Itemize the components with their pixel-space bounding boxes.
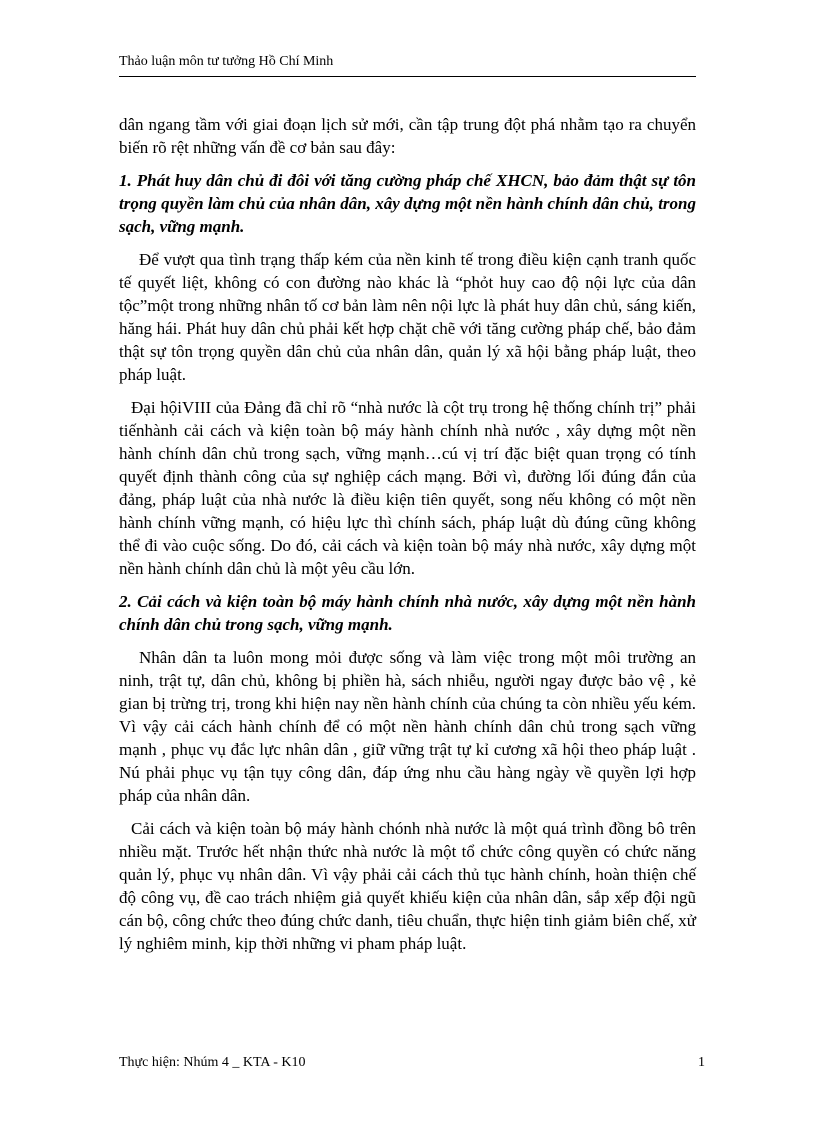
paragraph-people: Nhân dân ta luôn mong mỏi được sống và làm việc trong một môi trường an ninh, trật tự, dân chủ, không bị phiền hà, sách nhiễu, người ngay được bảo vệ , kẻ gian bị trừng trị, trong khi hiện nay nền hành chính của chúng ta còn nhiều yếu kém. Vì vậy cải cách hành chính để có một nền hành chính dân chủ trong sạch vững mạnh , phục vụ đắc lực nhân dân , giữ vững trật tự kỉ cương xã hội theo pháp luật . Nú phải phục vụ tận tụy công dân, đáp ứng nhu cầu hàng ngày về quyền lợi hợp pháp của nhân dân. bbox=[119, 648, 696, 805]
page-header bbox=[119, 54, 696, 77]
page-number: 1 bbox=[698, 1055, 705, 1070]
paragraph-congress: Đại hộiVIII của Đảng đã chỉ rõ “nhà nước là cột trụ trong hệ thống chính trị” phải tiếnhành cải cách và kiện toàn bộ máy hành chính nhà nước , xây dựng một nền hành chính dân chủ trong sạch, vững mạnh…cú vị trí đặc biệt quan trọng có tính quyết định thành công của sự nghiệp cách mạng. Bởi vì, đường lối đúng đắn của đảng, pháp luật của nhà nước là điều kiện tiên quyết, song nếu không có một nền hành chính vững mạnh, có hiệu lực thì chính sách, pháp luật dù đúng cũng không thể đi vào cuộc sống. Do đó, cải cách và kiện toàn bộ máy nhà nước, xây dựng một nền hành chính dân chủ là một yêu cầu lớn. bbox=[119, 398, 696, 578]
section-heading-1: 1. Phát huy dân chủ đi đôi với tăng cường pháp chế XHCN, bảo đảm thật sự tôn trọng quyền làm chủ của nhân dân, xây dựng một nền hành chính dân chủ, trong sạch, vững mạnh. bbox=[119, 171, 696, 236]
footer-group-label: Thực hiện: Nhúm 4 _ KTA - K10 bbox=[119, 1055, 306, 1070]
document-body bbox=[119, 113, 696, 965]
paragraph-reform: Cải cách và kiện toàn bộ máy hành chónh nhà nước là một quá trình đồng bô trên nhiều mặt. Trước hết nhận thức nhà nước là một tổ chức công quyền có chức năng quản lý, phục vụ nhân dân. Vì vậy phải cải cách thủ tục hành chính, hoàn thiện chế độ công vụ, đề cao trách nhiệm giả quyết khiếu kiện của nhân dân, sắp xếp đội ngũ cán bộ, công chức theo đúng chức danh, tiêu chuẩn, thực hiện tinh giảm biên chế, xử lý nghiêm minh, kịp thời những vi pham pháp luật. bbox=[119, 819, 696, 953]
header-title: Thảo luận môn tư tưởng Hồ Chí Minh bbox=[119, 54, 334, 69]
section-heading-2: 2. Cải cách và kiện toàn bộ máy hành chính nhà nước, xây dựng một nền hành chính dân chủ trong sạch, vững mạnh. bbox=[119, 592, 696, 634]
paragraph-intro: dân ngang tầm với giai đoạn lịch sử mới, cần tập trung đột phá nhằm tạo ra chuyển biến rõ rệt những vấn đề cơ bản sau đây: bbox=[119, 115, 696, 157]
page-footer bbox=[119, 1055, 705, 1071]
paragraph-democracy: Để vượt qua tình trạng thấp kém của nền kinh tế trong điều kiện cạnh tranh quốc tế quyết liệt, không có con đường nào khác là “phỏt huy cao độ nội lực của dân tộc”một trong những nhân tố cơ bản làm nên nội lực là phát huy dân chủ, sáng kiến, hăng hái. Phát huy dân chủ phải kết hợp chặt chẽ với tăng cường pháp chế, bảo đảm thật sự tôn trọng quyền dân chủ của nhân dân, quản lý xã hội bằng pháp luật, theo pháp luật. bbox=[119, 250, 696, 384]
